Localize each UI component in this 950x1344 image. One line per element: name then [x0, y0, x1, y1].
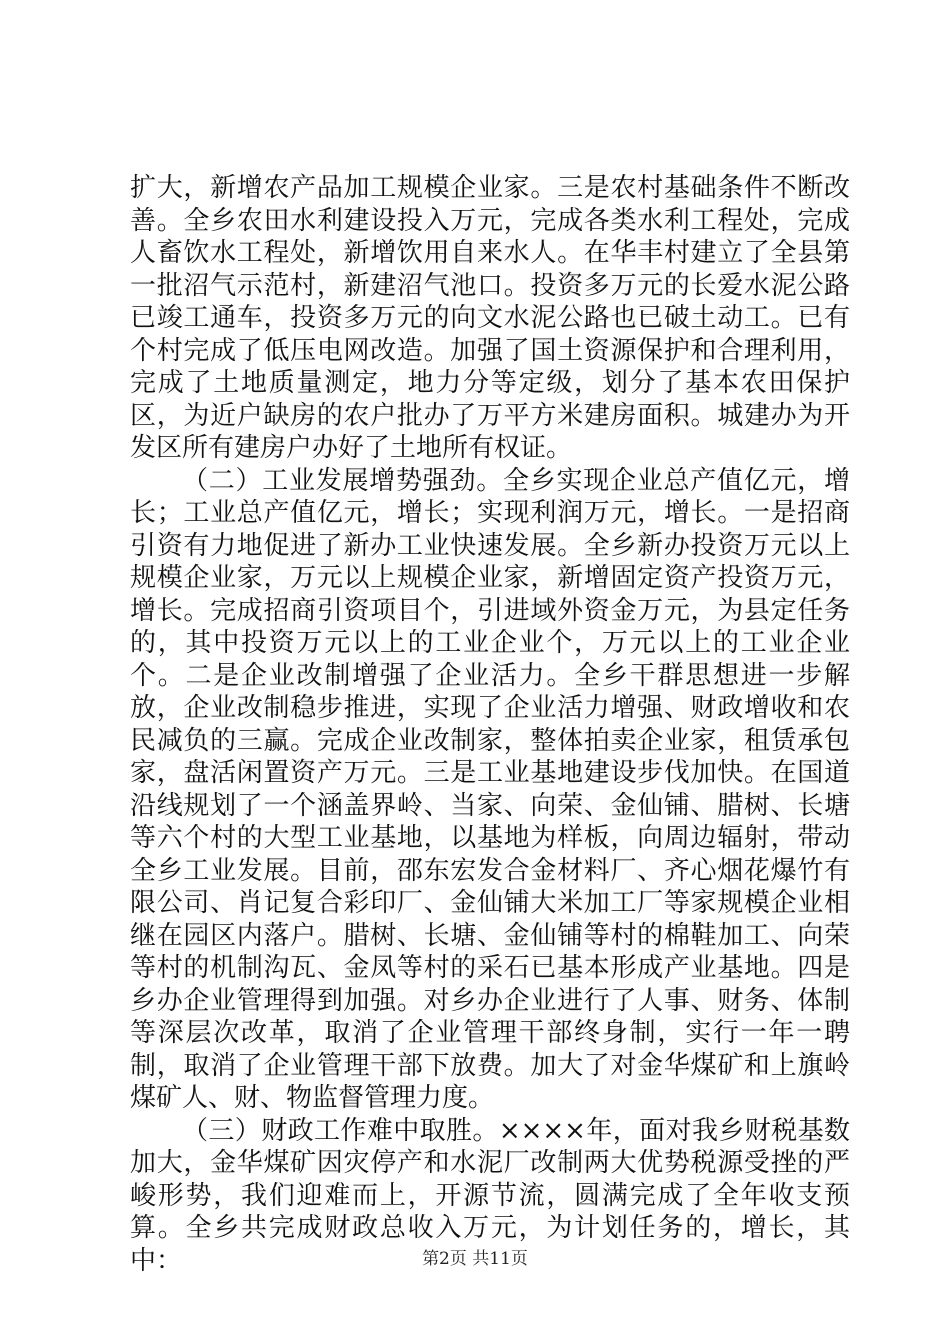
document-body	[130, 172, 850, 1277]
paragraph-2: （二）工业发展增势强劲。全乡实现企业总产值亿元，增长；工业总产值亿元，增长；实现利润万元，增长。一是招商引资有力地促进了新办工业快速发展。全乡新办投资万元以上规模企业家，万元以上规模企业家，新增固定资产投资万元，增长。完成招商引资项目个，引进域外资金万元，为县定任务的，其中投资万元以上的工业企业个，万元以上的工业企业个。二是企业改制增强了企业活力。全乡干群思想进一步解放，企业改制稳步推进，实现了企业活力增强、财政增收和农民减负的三赢。完成企业改制家，整体拍卖企业家，租赁承包家，盘活闲置资产万元。三是工业基地建设步伐加快。在国道沿线规划了一个涵盖界岭、当家、向荣、金仙铺、腊树、长塘等六个村的大型工业基地，以基地为样板，向周边辐射，带动全乡工业发展。目前，邵东宏发合金材料厂、齐心烟花爆竹有限公司、肖记复合彩印厂、金仙铺大米加工厂等家规模企业相继在园区内落户。腊树、长塘、金仙铺等村的棉鞋加工、向荣等村的机制沟瓦、金凤等村的采石已基本形成产业基地。四是乡办企业管理得到加强。对乡办企业进行了人事、财务、体制等深层次改革，取消了企业管理干部终身制，实行一年一聘制，取消了企业管理干部下放费。加大了对金华煤矿和上旗岭煤矿人、财、物监督管理力度。	[130, 465, 850, 1113]
page-number-footer: 第2页 共11页	[422, 1249, 528, 1269]
paragraph-3: （三）财政工作难中取胜。××××年，面对我乡财税基数加大，金华煤矿因灾停产和水泥厂改制两大优势税源受挫的严峻形势，我们迎难而上，开源节流，圆满完成了全年收支预算。全乡共完成财政总收入万元，为计划任务的，增长，其中：	[130, 1115, 850, 1276]
paragraph-1: 扩大，新增农产品加工规模企业家。三是农村基础条件不断改善。全乡农田水利建设投入万元，完成各类水利工程处，完成人畜饮水工程处，新增饮用自来水人。在华丰村建立了全县第一批沼气示范村，新建沼气池口。投资多万元的长爱水泥公路已竣工通车，投资多万元的向文水泥公路也已破土动工。已有个村完成了低压电网改造。加强了国土资源保护和合理利用，完成了土地质量测定，地力分等定级，划分了基本农田保护区，为近户缺房的农户批办了万平方米建房面积。城建办为开发区所有建房户办好了土地所有权证。	[130, 173, 850, 463]
